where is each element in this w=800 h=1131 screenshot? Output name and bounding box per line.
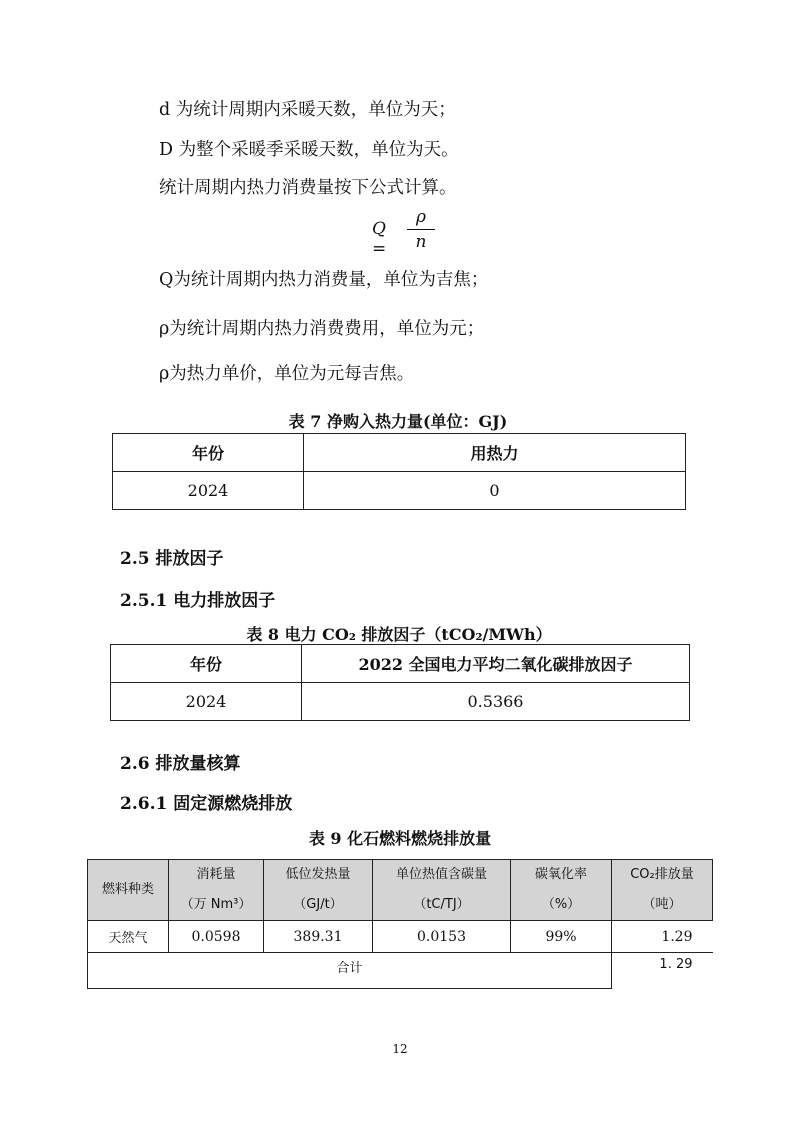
table9-cell-carbon-content: 0.0153: [373, 921, 511, 953]
formula-lhs: Q =: [372, 219, 387, 259]
section-2-5-1-heading: 2.5.1 电力排放因子: [120, 591, 276, 611]
formula-denominator: n: [415, 232, 427, 252]
paragraph-rho-cost-definition: ρ为统计周期内热力消费费用，单位为元；: [159, 319, 485, 339]
table9-cell-oxidation-rate: 99%: [511, 921, 612, 953]
table9-header-ncv: 低位发热量 （GJ/t）: [264, 860, 373, 921]
table9-header-oxidation-rate: 碳氧化率 （%）: [511, 860, 612, 921]
section-2-5-heading: 2.5 排放因子: [120, 549, 224, 569]
section-2-6-heading: 2.6 排放量核算: [120, 754, 241, 774]
table9-total-label: 合计: [88, 953, 612, 989]
table9: [87, 859, 713, 989]
table9-caption: 表 9 化石燃料燃烧排放量: [308, 829, 492, 848]
table7-header-year: 年份: [113, 434, 304, 472]
table9-cell-ncv: 389.31: [264, 921, 373, 953]
table7-cell-year: 2024: [113, 472, 304, 510]
table9-header-carbon-content: 单位热值含碳量 （tC/TJ）: [373, 860, 511, 921]
table9-total-value: 1. 29: [612, 953, 713, 989]
table7-cell-heat: 0: [304, 472, 686, 510]
section-2-6-1-heading: 2.6.1 固定源燃烧排放: [120, 794, 293, 814]
table8-cell-year: 2024: [111, 683, 302, 721]
table7-header-heat: 用热力: [304, 434, 686, 472]
table9-cell-consumption: 0.0598: [169, 921, 264, 953]
table7: [112, 433, 686, 510]
fraction-bar: [407, 229, 435, 230]
table9-cell-co2-emissions: 1.29: [612, 921, 713, 953]
table9-cell-fuel: 天然气: [88, 921, 169, 953]
table8-header-year: 年份: [111, 645, 302, 683]
table8: [110, 644, 690, 721]
page-number: 12: [392, 1042, 408, 1056]
paragraph-formula-intro: 统计周期内热力消费量按下公式计算。: [159, 178, 457, 198]
table9-header-co2-emissions: CO₂排放量 （吨）: [612, 860, 713, 921]
table8-caption: 表 8 电力 CO₂ 排放因子（tCO₂/MWh）: [246, 625, 552, 644]
formula-fraction: [407, 206, 435, 253]
paragraph-d-definition: d 为统计周期内采暖天数，单位为天；: [159, 100, 456, 120]
table9-header-fuel: 燃料种类: [88, 860, 169, 921]
paragraph-D-definition: D 为整个采暖季采暖天数，单位为天。: [159, 140, 459, 160]
paragraph-rho-price-definition: ρ为热力单价，单位为元每吉焦。: [159, 364, 415, 384]
table8-cell-factor: 0.5366: [302, 683, 690, 721]
table9-header-consumption: 消耗量 （万 Nm³）: [169, 860, 264, 921]
table8-header-factor: 2022 全国电力平均二氧化碳排放因子: [302, 645, 690, 683]
table7-caption: 表 7 净购入热力量(单位：GJ): [288, 412, 508, 431]
formula-numerator: ρ: [416, 207, 426, 227]
paragraph-q-definition: Q为统计周期内热力消费量，单位为吉焦；: [159, 270, 489, 290]
